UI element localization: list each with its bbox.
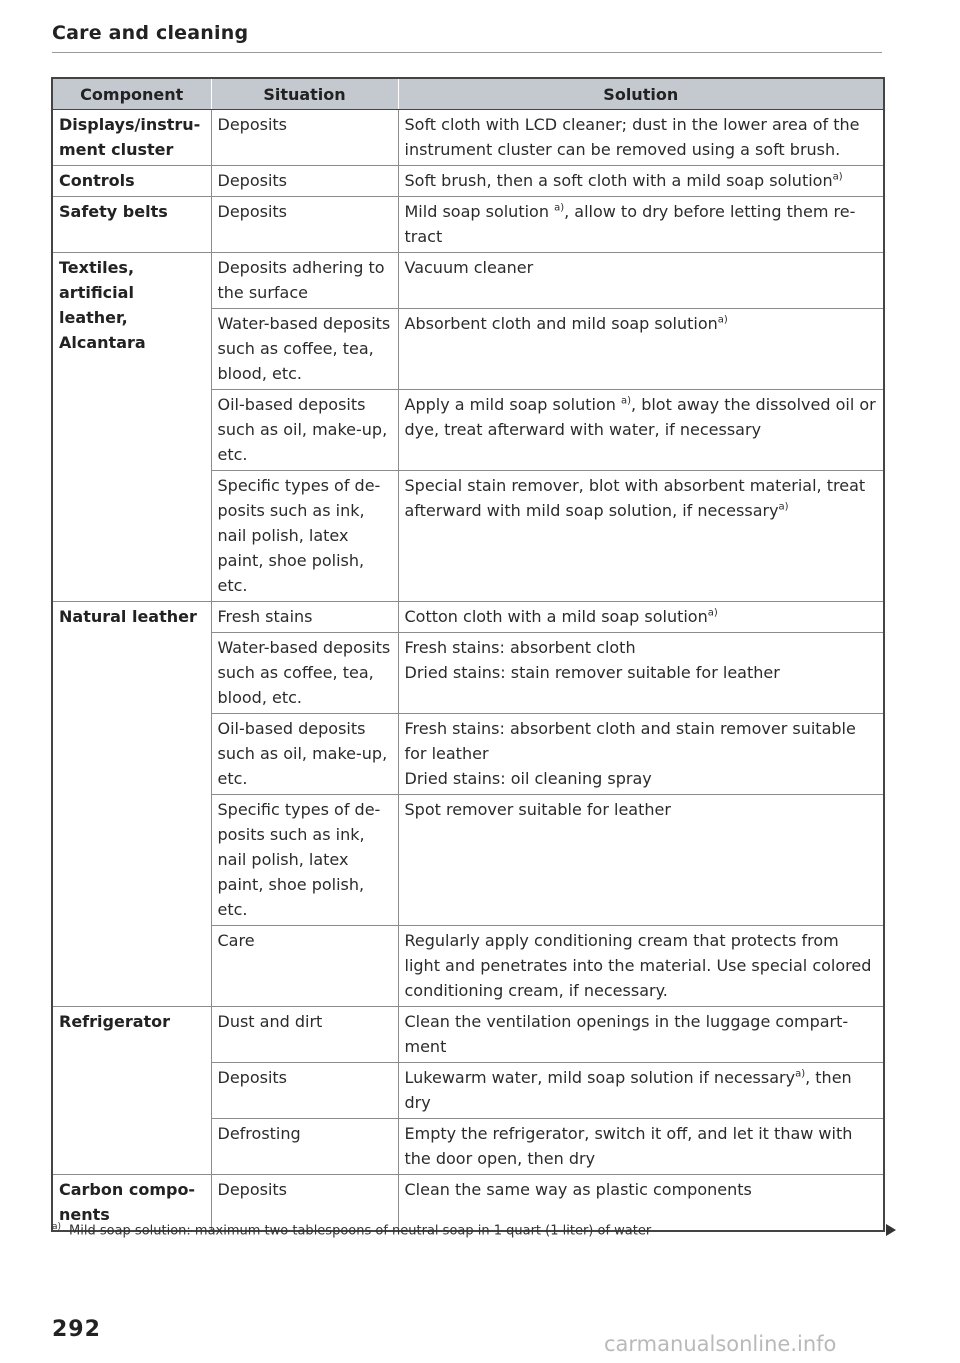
situation-cell: Oil-based deposits such as oil, make-up, etc.: [211, 390, 398, 471]
solution-cell: Cotton cloth with a mild soap solution$^{a)}$: [398, 602, 884, 633]
component-label: Textiles, artificial leather, Alcantara: [59, 258, 146, 352]
column-header-solution: Solution: [398, 78, 884, 110]
solution-cell: Spot remover suitable for leather: [398, 795, 884, 926]
footnote-marker: a): [52, 1222, 62, 1232]
column-header-component: Component: [52, 78, 211, 110]
footnote-reference: a): [778, 501, 789, 513]
table-row: [52, 602, 884, 633]
component-label: Safety belts: [59, 202, 168, 221]
solution-cell: Mild soap solution $^{a)}$, allow to dry before letting them re-tract: [398, 197, 884, 253]
table-row: [52, 1007, 884, 1063]
situation-cell: Water-based deposits such as coffee, tea, blood, etc.: [211, 309, 398, 390]
situation-cell: Care: [211, 926, 398, 1007]
footnote-reference: a): [832, 171, 843, 183]
solution-cell: Special stain remover, blot with absorbent material, treat afterward with mild soap solution, if necessary$^{a)}$: [398, 471, 884, 602]
situation-cell: Dust and dirt: [211, 1007, 398, 1063]
care-cleaning-table: [51, 77, 885, 1232]
page-header: Care and cleaning: [52, 22, 882, 53]
table-row: [52, 166, 884, 197]
solution-cell: Fresh stains: absorbent cloth and stain remover suitable for leather Dried stains: oil cleaning spray: [398, 714, 884, 795]
footnote-reference: a): [554, 202, 565, 214]
component-cell: [52, 197, 211, 253]
situation-cell: Deposits: [211, 1175, 398, 1232]
situation-cell: Deposits: [211, 110, 398, 166]
situation-cell: Specific types of de-posits such as ink, nail polish, latex paint, shoe polish, etc.: [211, 471, 398, 602]
solution-cell: Apply a mild soap solution $^{a)}$, blot away the dissolved oil or dye, treat afterward with water, if necessary: [398, 390, 884, 471]
column-header-situation: Situation: [211, 78, 398, 110]
situation-cell: Water-based deposits such as coffee, tea, blood, etc.: [211, 633, 398, 714]
component-cell: [52, 110, 211, 166]
component-cell: [52, 1007, 211, 1175]
situation-cell: Specific types of de-posits such as ink, nail polish, latex paint, shoe polish, etc.: [211, 795, 398, 926]
component-label: Controls: [59, 171, 135, 190]
situation-cell: Deposits: [211, 1063, 398, 1119]
footnote-reference: a): [707, 607, 718, 619]
situation-cell: Deposits: [211, 166, 398, 197]
next-page-arrow-icon: [886, 1224, 896, 1236]
solution-cell: Soft cloth with LCD cleaner; dust in the lower area of the instrument cluster can be removed using a soft brush.: [398, 110, 884, 166]
solution-cell: Clean the same way as plastic components: [398, 1175, 884, 1232]
solution-cell: Soft brush, then a soft cloth with a mild soap solution$^{a)}$: [398, 166, 884, 197]
footnote: [52, 1222, 882, 1238]
table-row: [52, 253, 884, 309]
solution-cell: Empty the refrigerator, switch it off, and let it thaw with the door open, then dry: [398, 1119, 884, 1175]
component-label: Natural leather: [59, 607, 197, 626]
component-cell: [52, 166, 211, 197]
footnote-reference: a): [717, 314, 728, 326]
footnote-reference: a): [795, 1068, 806, 1080]
situation-cell: Deposits: [211, 197, 398, 253]
footnote-reference: a): [620, 395, 632, 407]
component-cell: [52, 602, 211, 1007]
solution-cell: Lukewarm water, mild soap solution if necessary$^{a)}$, then dry: [398, 1063, 884, 1119]
component-label: Carbon compo- nents: [59, 1180, 196, 1224]
solution-cell: Fresh stains: absorbent cloth Dried stains: stain remover suitable for leather: [398, 633, 884, 714]
solution-cell: Clean the ventilation openings in the luggage compart-ment: [398, 1007, 884, 1063]
watermark: carmanualsonline.info: [604, 1332, 837, 1356]
table-row: [52, 110, 884, 166]
solution-cell: Vacuum cleaner: [398, 253, 884, 309]
page-number: 292: [52, 1317, 101, 1342]
solution-cell: Regularly apply conditioning cream that protects from light and penetrates into the material. Use special colored conditioning cream, if necessary.: [398, 926, 884, 1007]
situation-cell: Deposits adhering to the surface: [211, 253, 398, 309]
situation-cell: Defrosting: [211, 1119, 398, 1175]
table-header-row: [52, 78, 884, 110]
table-row: [52, 197, 884, 253]
component-label: Refrigerator: [59, 1012, 171, 1031]
footnote-text: Mild soap solution: maximum two tablespoons of neutral soap in 1 quart (1 liter) of water: [69, 1223, 652, 1239]
situation-cell: Fresh stains: [211, 602, 398, 633]
component-cell: [52, 253, 211, 602]
situation-cell: Oil-based deposits such as oil, make-up, etc.: [211, 714, 398, 795]
solution-cell: Absorbent cloth and mild soap solution$^{a)}$: [398, 309, 884, 390]
component-label: Displays/instru- ment cluster: [59, 115, 201, 159]
